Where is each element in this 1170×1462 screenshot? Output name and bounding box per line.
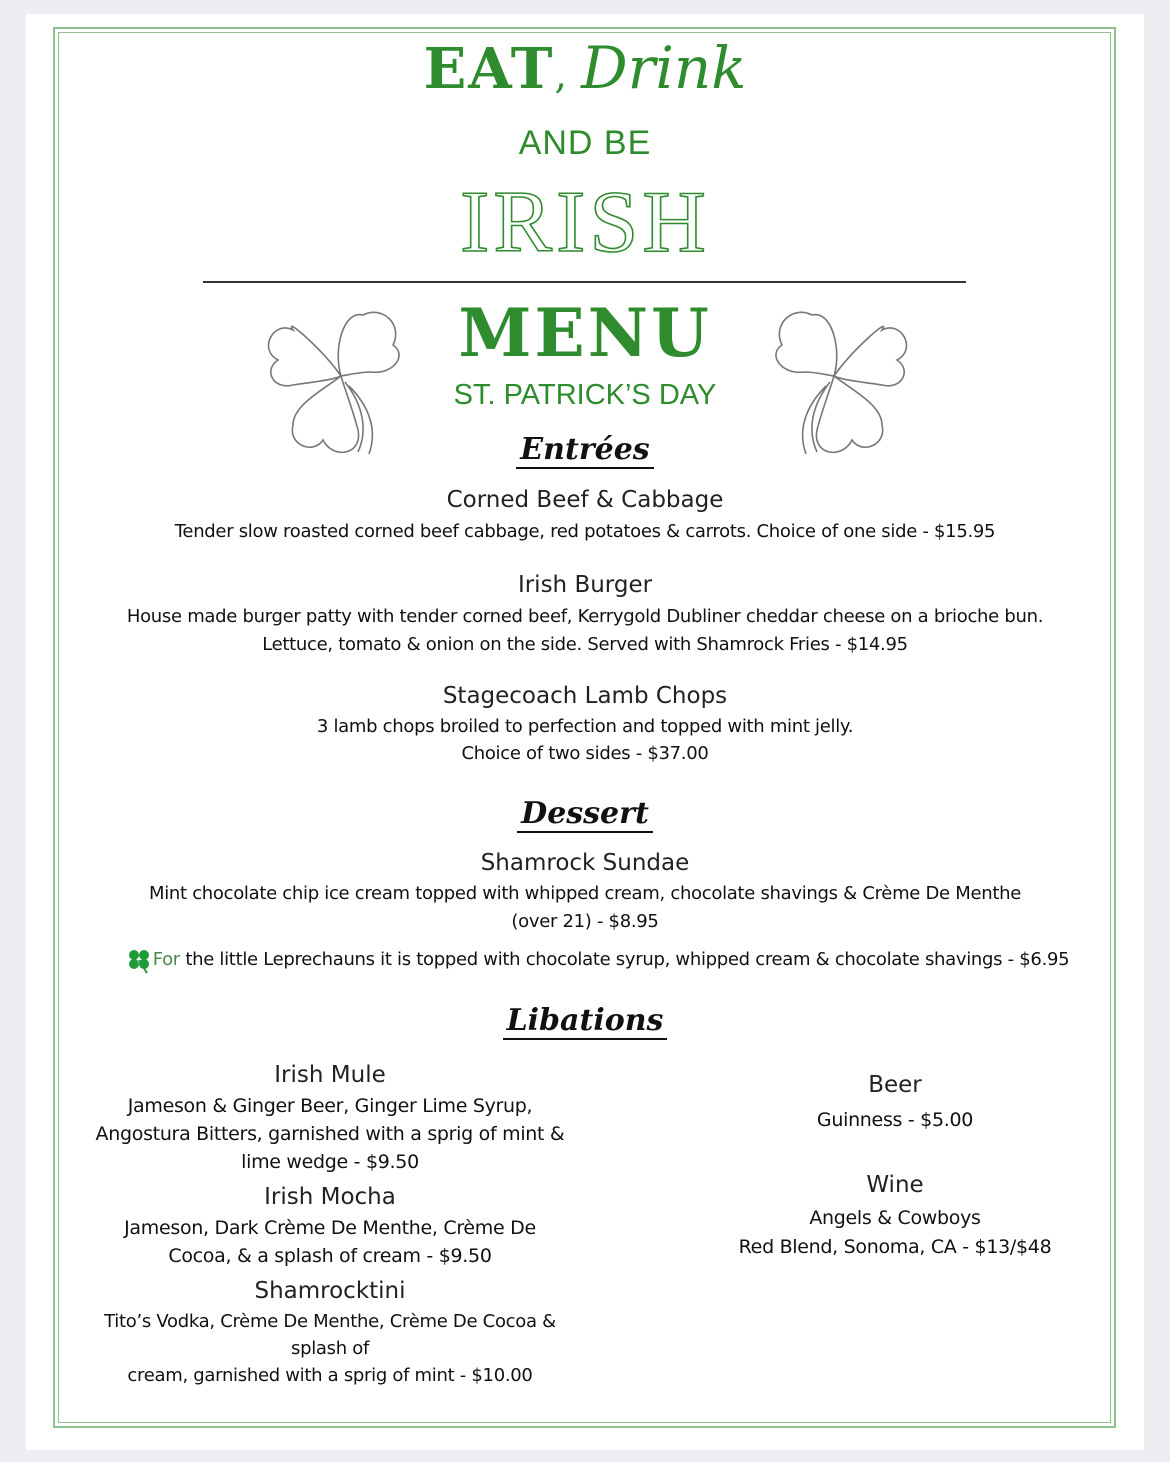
drink-name: Irish Mocha bbox=[264, 1184, 396, 1210]
item-name: Corned Beef & Cabbage bbox=[446, 487, 724, 513]
drink-description: Guinness - $5.00 bbox=[816, 1109, 974, 1131]
drink-name: Shamrocktini bbox=[254, 1278, 406, 1304]
header-divider bbox=[203, 281, 966, 283]
title-and-be: AND BE bbox=[518, 124, 652, 162]
item-description: Lettuce, tomato & onion on the side. Served with Shamrock Fries - $14.95 bbox=[262, 634, 908, 655]
drink-name: Beer bbox=[868, 1072, 922, 1098]
item-name: Irish Burger bbox=[517, 572, 653, 598]
title-menu: MENU bbox=[458, 294, 712, 372]
item-description: 3 lamb chops broiled to perfection and topped with mint jelly. bbox=[316, 716, 854, 737]
kids-note bbox=[12, 946, 1170, 974]
title-comma: , bbox=[554, 52, 568, 98]
title-eat: EAT bbox=[423, 36, 555, 102]
drink-description: Angels & Cowboys bbox=[809, 1207, 981, 1229]
drink-description: lime wedge - $9.50 bbox=[241, 1151, 419, 1173]
title-irish: IRISH bbox=[460, 174, 710, 271]
shamrock-small-icon bbox=[125, 946, 153, 974]
subtitle-occasion: ST. PATRICK’S DAY bbox=[453, 379, 717, 411]
drink-description: cream, garnished with a sprig of mint - $10.00 bbox=[127, 1365, 533, 1386]
item-description: Mint chocolate chip ice cream topped with whipped cream, chocolate shavings & Crème De Menthe bbox=[148, 883, 1022, 904]
drink-name: Irish Mule bbox=[274, 1062, 386, 1088]
kids-note-prefix: For bbox=[152, 949, 180, 970]
item-name: Stagecoach Lamb Chops bbox=[442, 683, 728, 709]
section-title-entrees: Entrées bbox=[0, 432, 1170, 467]
drink-description: Red Blend, Sonoma, CA - $13/$48 bbox=[738, 1236, 1052, 1258]
kids-note-text: the little Leprechauns it is topped with chocolate syrup, whipped cream & chocolate shavings - $6.95 bbox=[179, 949, 1070, 970]
drink-description: Jameson, Dark Crème De Menthe, Crème De bbox=[124, 1217, 536, 1239]
item-name: Shamrock Sundae bbox=[480, 850, 690, 876]
drink-description: Jameson & Ginger Beer, Ginger Lime Syrup, bbox=[127, 1095, 533, 1117]
section-title-dessert: Dessert bbox=[0, 796, 1170, 831]
item-description: House made burger patty with tender corned beef, Kerrygold Dubliner cheddar cheese on a brioche bun. bbox=[126, 606, 1044, 627]
section-title-libations: Libations bbox=[0, 1003, 1170, 1038]
item-description: Choice of two sides - $37.00 bbox=[461, 743, 709, 764]
libations-left-column bbox=[80, 1062, 580, 1389]
drink-description: Tito’s Vodka, Crème De Menthe, Crème De Cocoa & splash of bbox=[104, 1311, 556, 1359]
item-description: (over 21) - $8.95 bbox=[511, 911, 659, 932]
title-eat-drink bbox=[0, 34, 1170, 104]
drink-name: Wine bbox=[866, 1172, 924, 1198]
title-drink: Drink bbox=[581, 34, 747, 102]
libations-right-column bbox=[700, 1072, 1090, 1262]
item-description: Tender slow roasted corned beef cabbage, red potatoes & carrots. Choice of one side - $15.95 bbox=[174, 521, 996, 542]
drink-description: Cocoa, & a splash of cream - $9.50 bbox=[168, 1245, 492, 1267]
drink-description: Angostura Bitters, garnished with a sprig of mint & bbox=[95, 1123, 565, 1145]
